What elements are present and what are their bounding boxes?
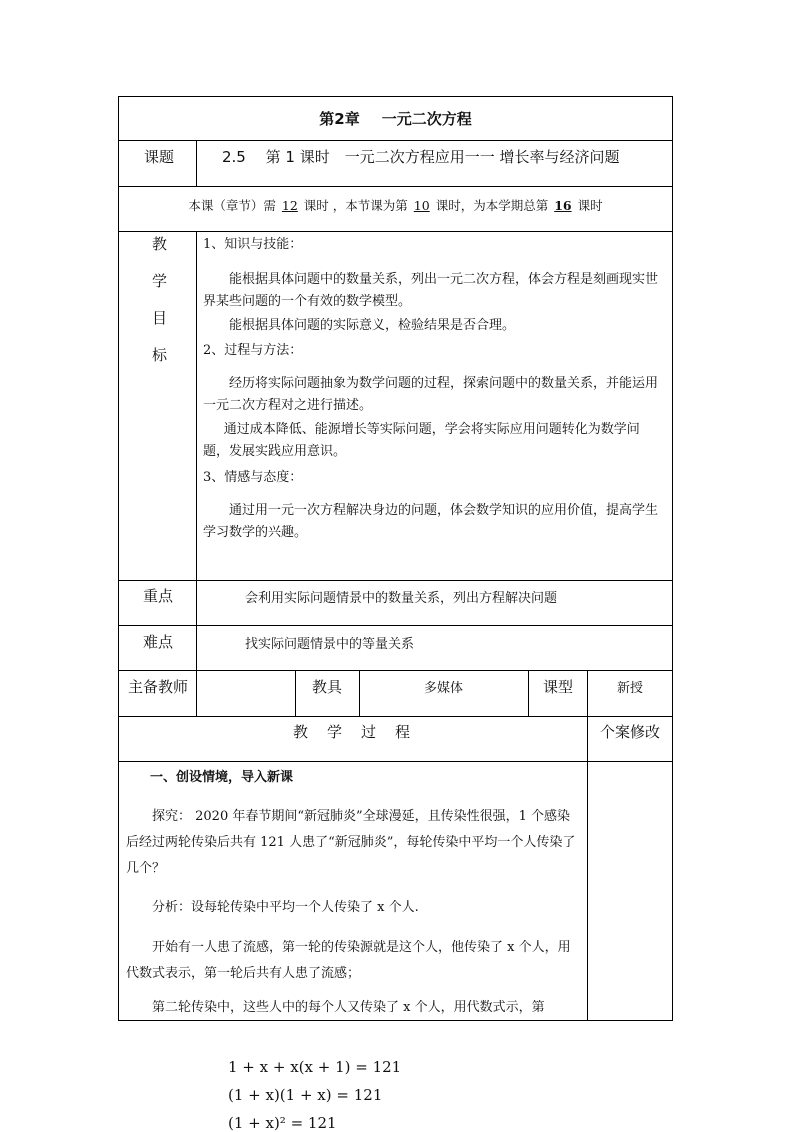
equation-1: 1 + x + x(x + 1) = 121	[228, 1058, 402, 1076]
objective-heading: 3、情感与态度：	[203, 470, 303, 485]
lesson-type-value: 新授	[616, 681, 643, 696]
section-title: 一、创设情境，导入新课	[150, 770, 294, 785]
key-point-value: 会利用实际问题情景中的数量关系，列出方程解决问题	[245, 591, 558, 606]
col-divider	[196, 231, 197, 716]
hours-text: 本课（章节）需	[188, 198, 276, 213]
objective-paragraph: 经历将实际问题抽象为数学问题的过程，探索问题中的数量关系，并能运用一元二次方程对之进行描述。	[203, 376, 659, 413]
hours-text: 课时	[577, 198, 603, 213]
row-divider	[118, 580, 673, 581]
teaching-tool-label: 教具	[312, 678, 343, 696]
revise-label: 个案修改	[599, 723, 660, 741]
chapter-number: 第2章	[319, 109, 360, 128]
equation-2: (1 + x)(1 + x) = 121	[228, 1086, 383, 1104]
objectives-label-char: 学	[152, 272, 168, 290]
hours-text: 课时 ，本节课为第	[303, 198, 408, 213]
process-paragraph: 分析：设每轮传染中平均一个人传染了 x 个人.	[152, 900, 419, 915]
col-divider	[528, 670, 529, 716]
process-paragraph: 第二轮传染中，这些人中的每个人又传染了 x 个人，用代数式示，第	[152, 1000, 545, 1015]
col-divider	[295, 670, 296, 716]
row-divider	[118, 716, 673, 717]
row-divider	[118, 186, 673, 187]
process-paragraph: 开始有一人患了流感，第一轮的传染源就是这个人，他传染了 x 个人，用代数式表示，第一轮后共有人患了流感；	[126, 940, 571, 981]
hours-row	[118, 196, 673, 214]
semester-hour: 16	[554, 198, 572, 213]
row-divider	[118, 761, 673, 762]
lesson-type-label: 课型	[543, 678, 574, 696]
row-divider	[118, 670, 673, 671]
objective-paragraph: 能根据具体问题的实际意义，检验结果是否合理。	[229, 318, 516, 333]
objective-heading: 2、过程与方法：	[203, 343, 303, 358]
row-divider	[118, 140, 673, 141]
row-divider	[118, 231, 673, 232]
chapter-title: 一元二次方程	[381, 109, 472, 128]
key-point-label: 重点	[143, 587, 174, 605]
difficulty-value: 找实际问题情景中的等量关系	[245, 637, 415, 652]
teacher-label: 主备教师	[128, 678, 189, 696]
topic-value: 2.5 第 1 课时 一元二次方程应用一一 增长率与经济问题	[222, 148, 620, 166]
objective-paragraph: 通过用一元一次方程解决身边的问题，体会数学知识的应用价值，提高学生学习数学的兴趣。	[203, 503, 659, 540]
process-paragraph: 探究： 2020 年春节期间“新冠肺炎”全球漫延，且传染性很强，1 个感染后经过两轮传染后共有 121 人患了“新冠肺炎”，每轮传染中平均一个人传染了几个？	[126, 809, 576, 876]
table-border-right	[672, 96, 673, 1021]
objectives-label-char: 目	[152, 309, 168, 327]
teaching-tool-value: 多媒体	[423, 681, 463, 696]
hours-text: 课时，为本学期总第	[435, 198, 549, 213]
col-divider	[196, 140, 197, 186]
current-hour: 10	[413, 198, 430, 213]
objective-paragraph: 通过成本降低、能源增长等实际问题，学会将实际应用问题转化为数学问题，发展实践应用意识。	[203, 422, 640, 459]
equation-3: (1 + x)² = 121	[228, 1114, 337, 1132]
row-divider	[118, 625, 673, 626]
objectives-label-char: 标	[152, 346, 168, 364]
total-hours: 12	[281, 198, 298, 213]
objectives-label-char: 教	[152, 235, 168, 253]
col-divider	[587, 670, 588, 1021]
objective-heading: 1、知识与技能：	[203, 237, 303, 252]
topic-label: 课题	[144, 148, 175, 166]
chapter-header	[118, 96, 673, 140]
process-title: 教 学 过 程	[292, 723, 412, 741]
table-border-left	[118, 96, 119, 1021]
objective-paragraph: 能根据具体问题中的数量关系，列出一元二次方程，体会方程是刻画现实世界某些问题的一个有效的数学模型。	[203, 272, 659, 309]
difficulty-label: 难点	[143, 633, 174, 651]
